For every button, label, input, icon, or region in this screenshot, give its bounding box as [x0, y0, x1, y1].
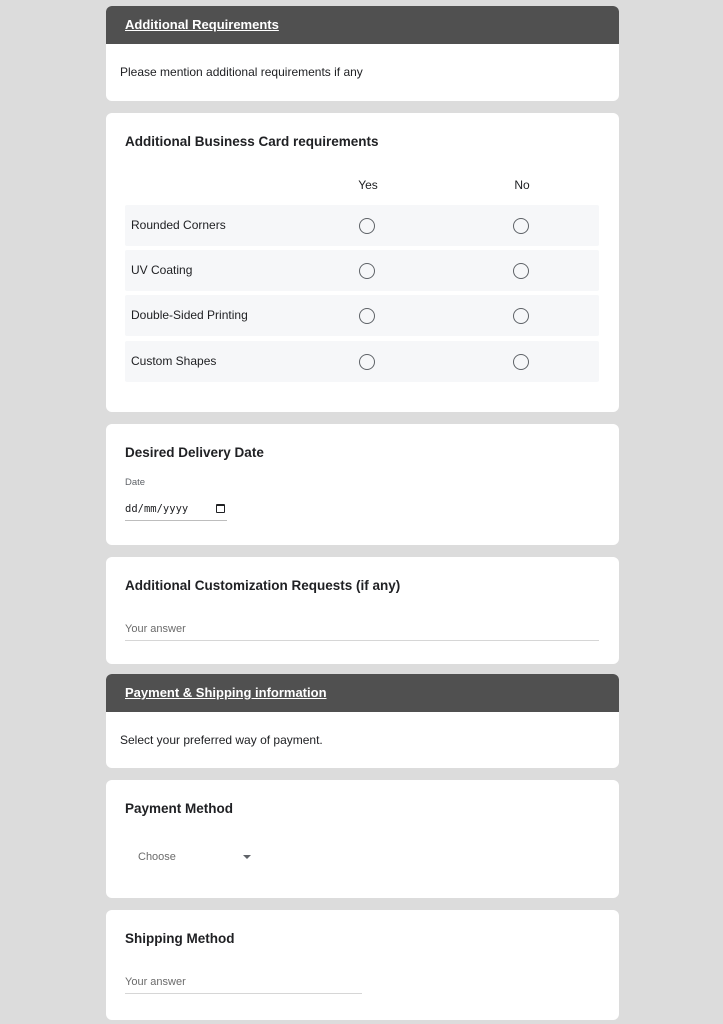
question-customization-requests: [106, 557, 619, 664]
grid-row-label: Rounded Corners: [131, 218, 226, 232]
radio-uv-coating-no[interactable]: [513, 263, 529, 279]
dropdown-arrow-icon: [243, 855, 251, 859]
grid-row-rounded-corners: [125, 205, 599, 246]
grid-row-label: Double-Sided Printing: [131, 308, 248, 322]
question-payment-method: [106, 780, 619, 898]
date-input[interactable]: [125, 500, 227, 521]
grid-row-custom-shapes: [125, 341, 599, 382]
radio-rounded-corners-no[interactable]: [513, 218, 529, 234]
grid-column-yes: Yes: [358, 178, 378, 192]
question-business-card-requirements: [106, 113, 619, 412]
section-additional-requirements: [106, 6, 619, 101]
date-input-value: dd/mm/yyyy: [125, 503, 189, 515]
customization-answer-input[interactable]: Your answer: [125, 622, 599, 641]
section-header: Additional Requirements: [106, 6, 619, 44]
radio-custom-shapes-yes[interactable]: [359, 354, 375, 370]
radio-uv-coating-yes[interactable]: [359, 263, 375, 279]
grid-row-double-sided-printing: [125, 295, 599, 336]
section-description: Please mention additional requirements if any: [120, 65, 363, 79]
grid-row-label: Custom Shapes: [131, 354, 217, 368]
question-delivery-date: [106, 424, 619, 545]
question-title: Payment Method: [125, 801, 234, 816]
grid-row-label: UV Coating: [131, 263, 193, 277]
section-description: Select your preferred way of payment.: [120, 733, 323, 747]
question-title: Additional Customization Requests (if any): [125, 578, 401, 593]
question-title: Shipping Method: [125, 931, 235, 946]
grid-row-uv-coating: [125, 250, 599, 291]
grid-column-no: No: [514, 178, 530, 192]
dropdown-selected-value: Choose: [138, 851, 176, 863]
radio-double-sided-printing-no[interactable]: [513, 308, 529, 324]
section-payment-shipping: [106, 674, 619, 768]
radio-rounded-corners-yes[interactable]: [359, 218, 375, 234]
question-title: Desired Delivery Date: [125, 445, 264, 460]
payment-method-dropdown[interactable]: [125, 844, 255, 870]
shipping-method-input[interactable]: Your answer: [125, 975, 362, 994]
question-title: Additional Business Card requirements: [125, 134, 379, 149]
radio-double-sided-printing-yes[interactable]: [359, 308, 375, 324]
section-header: Payment & Shipping information: [106, 674, 619, 712]
date-field-label: Date: [125, 477, 146, 488]
question-shipping-method: [106, 910, 619, 1020]
radio-custom-shapes-no[interactable]: [513, 354, 529, 370]
calendar-icon[interactable]: [216, 504, 225, 513]
